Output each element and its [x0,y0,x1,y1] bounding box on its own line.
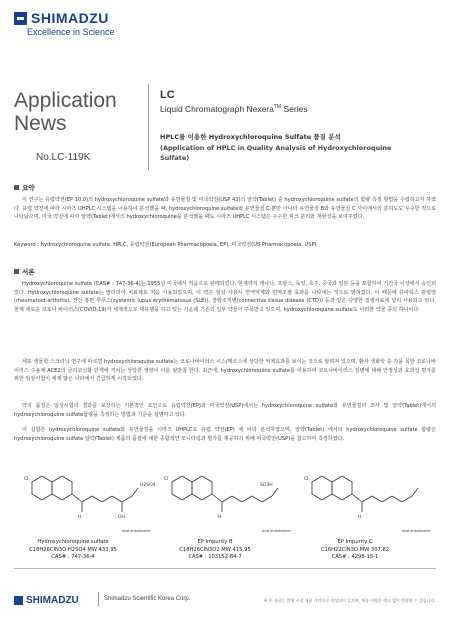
shimadzu-logo-icon [14,596,23,605]
footer-divider [14,568,436,569]
header-divider [148,84,149,170]
svg-text:H2SO4: H2SO4 [140,483,156,488]
brand-name: SHIMADZU [31,10,109,26]
svg-text:SO3H: SO3H [260,483,273,488]
category-label: LC [160,89,175,101]
summary-heading: 요약 [14,183,35,192]
svg-text:Cl: Cl [24,477,29,482]
compound-name: Hydroxychloroquine sulfate [37,539,109,545]
summary-body: 이 연구는 유럽약전(EP 10.0)의 hydroxychloroquine sulfate와 유연물질 및 미국약전(USP 43)의 알약(Tablet) 중 hydroxychloroquine sulfate의 함량 측정 방법을 수립하고자 하였다. 유럽 약전에 따라 시마즈 UHPLC 시스템을 이용하여 분석했을 때, hydroxychloroquine sulfate와 유연물질 C 뿐만 아니라 유연물질 B와 유연물질 C 사이에서의 분리도도 우수한 것으로 나타났으며, 미국 약전에 따라 알약(Tablet)에서의 hydroxychloroquine을 분석했을 때도 시마즈 UHPLC 시스템은 우수한 피크 분리와 재현성을 보여주었다. [14,197,436,220]
svg-text:H: H [218,515,222,520]
ep-impurity-c-structure-icon [312,476,418,512]
shimadzu-logo-icon [14,12,27,25]
compound-formula: C18H26ClN3O2 MW 415.95 [179,546,251,553]
intro-para-2: 세포 생물학 스크리닝 연구에 따르면 hydroxychloroquine sulfate는 코로나바이러스 시스/메르스에 상당한 억제효과를 보이는 것으로 알려져 있으며, 환자 생화학 층 가을 목한 코로나바이러스 수용체 ACE2의 글리코실화 단계에 끼치는 상당한 영향이 이를 뒷받침 한다. 최근에, hydroxychloroquine sulfate를 이용하여 코로나바이러스 질병에 대해 안정성과 효과성 평가를 위한 임상시험이 세계 많은 나라에서 긴급하게 시작되었다. [14,359,436,382]
intro-para-4: 이 실험은 hydroxychloroquine sulfate와 유연물질을 시마즈 UHPLC로 유럽 약전(EP) 에 따라 분석하였으며, 알약(Tablet) 에서의 hydroxychloroquine sulfate 함량은 hydroxychloroquine sulfate 알약(Tablet) 제품의 품질에 대한 종합적인 모니터링과 평가를 제공하기 위해 미국약전(USP)을 참고하여 측정하였다. [14,427,436,442]
svg-text:And enantiomer: And enantiomer [262,529,291,533]
keywords: Keyword : hydroxychloroquine sulfate, HPLC, 유럽약전(European Pharmacopoeia, EP), 미국약전(US Pharmacopoeia, USP) [14,242,317,248]
footer-note: ※ 본 자료는 발행 시점 제품 기반으로 작성되어 있으며, 제품 사양은 예고 없이 변경될 수 있습니다. [264,598,436,603]
compound-cas: CAS# : 103152-84-7 [188,554,242,560]
app-title-line1: Application [14,89,117,112]
svg-text:And enantiomer: And enantiomer [122,529,151,533]
compound-name: EP Impurity B [197,539,233,545]
structure-caption-3 [300,539,410,562]
hydroxychloroquine-structure-icon [32,476,138,512]
compound-formula: C18H26ClN3O·H2SO4 MW 433.95 [29,546,117,553]
svg-text:Cl: Cl [164,477,169,482]
compound-cas: CAS# : 4298-15-1 [331,554,379,560]
ep-impurity-b-structure-icon [172,476,278,512]
compound-formula: C16H22ClN3O MW 307.82 [320,546,390,553]
intro-para-3: 약의 품질은 임상시험의 결과를 보장하는 기본적인 요인으로 유럽약전(EP)과 미국약전(USP)에서는 hydroxychloroquine sulfate와 유연물질의 조사 및 알약(Tablet)에서의 hydroxychloroquine sulfate함량을 측정하는 방법과 기준을 설명하고 있다. [14,403,436,418]
svg-text:H: H [78,515,82,520]
footer-brand [14,595,79,606]
svg-text:OH: OH [118,515,125,520]
chemical-structures [10,470,440,536]
doc-number: No.LC-119K [36,152,91,163]
section-marker-icon [14,269,19,274]
svg-text:H: H [358,515,362,520]
intro-heading: 서론 [14,267,35,276]
svg-text:Cl: Cl [304,477,309,482]
structure-caption-1 [18,539,128,562]
section-marker-icon [14,185,19,190]
series-label: Liquid Chromatograph Nexera™ Series [160,104,308,114]
compound-name: EP Impurity C [337,539,373,545]
footer-brand-name: SHIMADZU [26,595,79,606]
application-news-title [14,89,117,135]
brand-logo [14,10,109,26]
app-title-line2: News [14,112,67,135]
footer-separator [98,592,99,606]
footer-company: Shimadzu Scientific Korea Corp. [104,596,191,602]
svg-text:And enantiomer: And enantiomer [402,529,431,533]
compound-cas: CAS# : 747-36-4 [51,554,95,560]
structure-caption-2 [160,539,270,562]
brand-tagline: Excellence in Science [27,27,115,37]
title-korean: HPLC를 이용한 Hydroxychloroquine Sulfate 품질 분석 [160,133,341,141]
title-english: (Application of HPLC in Quality Analysis of Hydroxychloroquine Sulfate) [160,144,392,162]
intro-para-1: Hydroxychloroquine sulfate (CAS# : 747-36-4)는 1955년 미국에서 처음으로 판매되었다. 현재까지 캐나다, 프랑스, 독일, 호주, 중국과 일본 등을 포함하여 기거국 이상에서 승인되었다. Hydroxychloroquine sulfate는 말라리아 치료제로 처음 사용되었으며, 이 약은 임상 사용시 면역억제와 면역조절 효과를 나타내는 것으로 밝혀졌다. 이 때문에 류마티스 관절염(rheumatoid arthritis), 전신 홍반 루푸스(systemic lupus erythematosus (SLE)), 결합조직병(connective tissue disease (CTD)) 등과 같은 다양한 질병치료에 널리 사용되고 있다. 현재 새로운 코로나 바이러스(COVID-19)가 세계적으로 대유행을 하고 있는 가운데 기존의 일부 약물이 주목받고 있으며, hydroxychloroquine sulfate도 이러한 약물 중의 하나이다. [14,281,436,313]
